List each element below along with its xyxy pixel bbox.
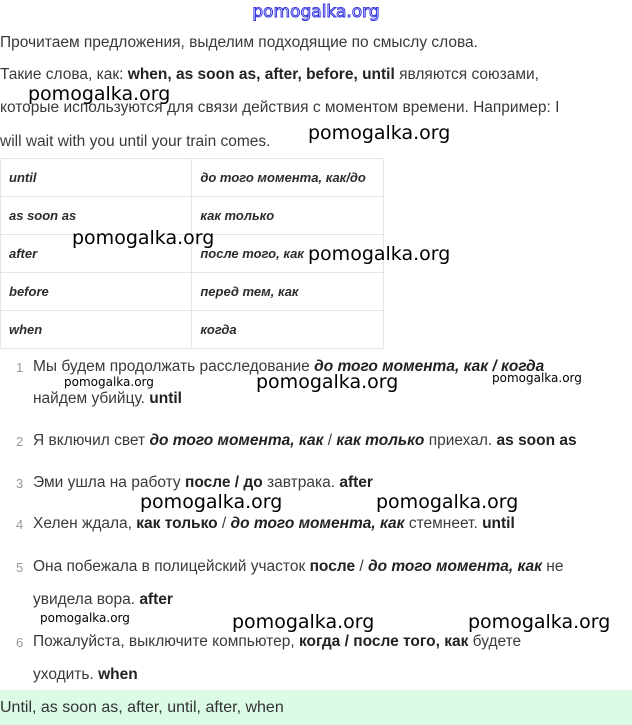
highlighted-answer: after	[139, 591, 173, 608]
highlighted-answer: до того момента, как	[230, 515, 405, 532]
item-number: 4	[16, 517, 24, 532]
text: уходить.	[33, 666, 99, 683]
item-number: 3	[16, 476, 24, 491]
answer-box: Until, as soon as, after, until, after, when	[0, 690, 632, 725]
exercise-line	[33, 591, 173, 609]
watermark: pomogalka.org	[468, 611, 611, 633]
table-row	[1, 273, 384, 311]
text: Хелен ждала,	[33, 515, 137, 532]
conjunction-cell: before	[1, 273, 192, 311]
table-row	[1, 159, 384, 197]
text: /	[355, 558, 368, 575]
watermark: pomogalka.org	[256, 371, 399, 393]
highlighted-answer: when	[98, 666, 138, 683]
translation-cell: перед тем, как	[192, 273, 384, 311]
item-number: 1	[16, 360, 24, 375]
watermark: pomogalka.org	[64, 375, 154, 389]
text: /	[217, 515, 231, 532]
highlighted-answer: до того момента, как	[149, 432, 324, 449]
translation-cell: как только	[192, 197, 384, 235]
exercise-line	[33, 432, 577, 450]
intro-line-1: Прочитаем предложения, выделим подходящие по смыслу слова.	[0, 34, 478, 51]
text: завтрака.	[262, 474, 340, 491]
highlighted-answer: как только	[136, 515, 218, 532]
highlighted-answer: после	[309, 558, 356, 575]
watermark: pomogalka.org	[72, 227, 215, 249]
intro-line-2	[0, 66, 539, 84]
exercise-line	[33, 515, 515, 533]
text: Пожалуйста, выключите компьютер,	[33, 633, 299, 650]
conjunction-cell: after	[1, 235, 192, 273]
exercise-line	[33, 633, 521, 651]
highlighted-answer: until	[149, 390, 182, 407]
watermark: pomogalka.org	[308, 243, 451, 265]
watermark: pomogalka.org	[28, 83, 171, 105]
intro-line-4: will wait with you until your train comes.	[0, 133, 271, 150]
translation-cell: когда	[192, 311, 384, 349]
watermark: pomogalka.org	[140, 491, 283, 513]
text: будете	[468, 633, 522, 650]
highlighted-answer: after	[339, 474, 373, 491]
translation-cell: до того момента, как/до	[192, 159, 384, 197]
conjunction-list: when, as soon as, after, before, until	[127, 66, 395, 83]
text: Эми ушла на работу	[33, 474, 185, 491]
text: Я включил свет	[33, 432, 150, 449]
text: являются союзами,	[394, 66, 539, 83]
highlighted-answer: до того момента, как	[368, 558, 542, 575]
exercise-line	[33, 558, 563, 576]
highlighted-answer: до того момента, как / когда	[314, 358, 545, 375]
exercise-line	[33, 474, 373, 492]
highlighted-answer: как только	[336, 432, 425, 449]
highlighted-answer: после / до	[184, 474, 263, 491]
conjunction-cell: until	[1, 159, 192, 197]
table-row	[1, 311, 384, 349]
text: Она побежала в полицейский участок	[33, 558, 310, 575]
watermark: pomogalka.org	[376, 491, 519, 513]
translation-cell: после того, как	[192, 235, 384, 273]
highlighted-answer: until	[482, 515, 515, 532]
text: Такие слова, как:	[0, 66, 128, 83]
exercise-line	[33, 390, 182, 408]
text: приехал.	[424, 432, 497, 449]
item-number: 5	[16, 560, 24, 575]
text: найдем убийцу.	[33, 390, 150, 407]
exercise-line	[33, 666, 138, 684]
text: увидела вора.	[33, 591, 140, 608]
item-number: 6	[16, 635, 24, 650]
conjunction-cell: as soon as	[1, 197, 192, 235]
text: Мы будем продолжать расследование	[33, 358, 315, 375]
item-number: 2	[16, 434, 24, 449]
highlighted-answer: as soon as	[496, 432, 577, 449]
conjunction-cell: when	[1, 311, 192, 349]
watermark: pomogalka.org	[40, 611, 130, 625]
text: не	[541, 558, 564, 575]
site-watermark: pomogalka.org	[252, 2, 380, 22]
watermark: pomogalka.org	[232, 611, 375, 633]
highlighted-answer: когда / после того, как	[298, 633, 469, 650]
watermark: pomogalka.org	[492, 371, 582, 385]
intro-line-3: которые используются для связи действия с моментом времени. Например: I	[0, 99, 560, 116]
watermark: pomogalka.org	[308, 122, 451, 144]
text: стемнеет.	[404, 515, 483, 532]
text: /	[323, 432, 337, 449]
